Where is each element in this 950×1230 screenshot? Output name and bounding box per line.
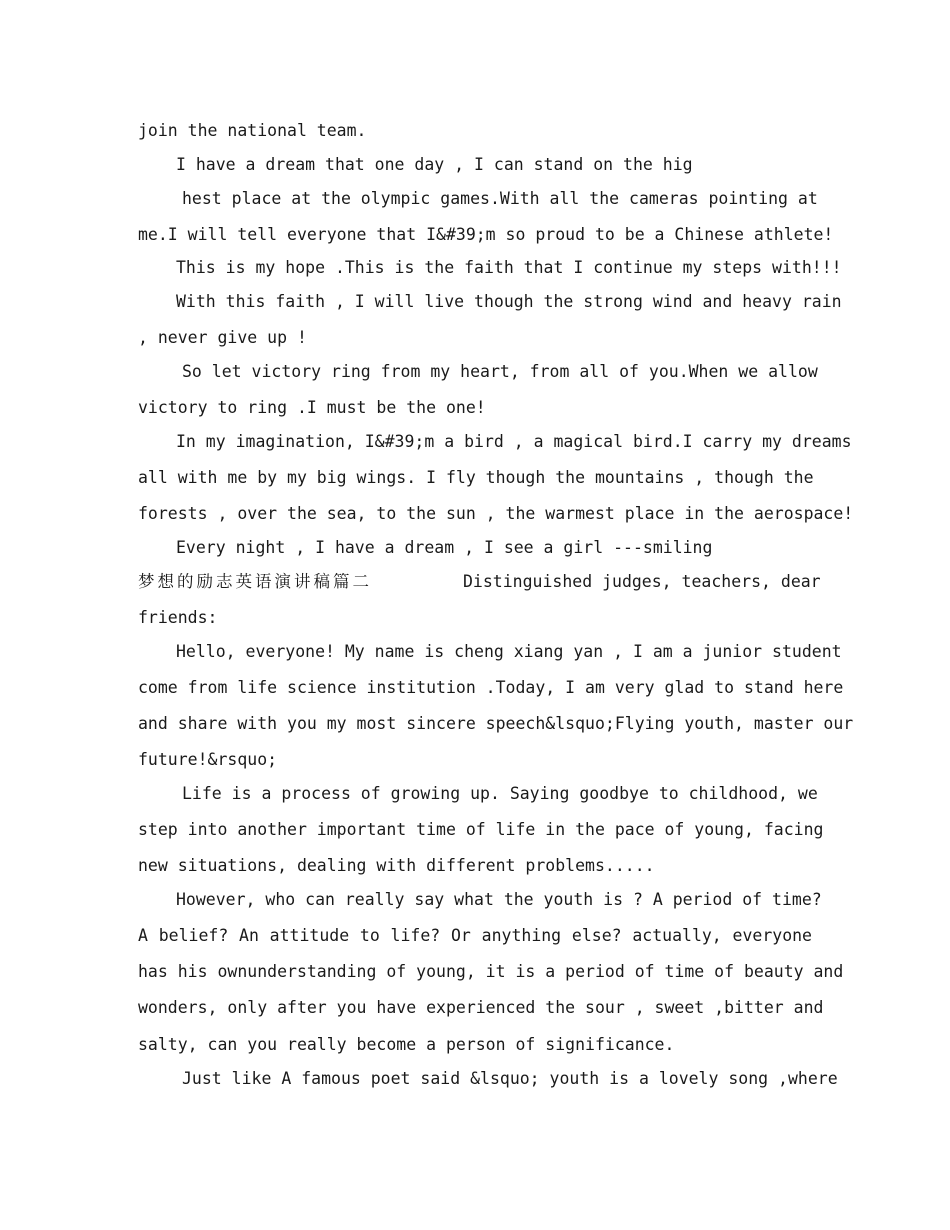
- text-line: , never give up !: [138, 328, 307, 347]
- text-line: Life is a process of growing up. Saying goodbye to childhood, we: [182, 784, 818, 803]
- text-line: come from life science institution .Today, I am very glad to stand here: [138, 678, 844, 697]
- text-line: I have a dream that one day , I can stand on the hig: [176, 155, 693, 174]
- text-line: future!&rsquo;: [138, 750, 278, 769]
- text-line: step into another important time of life in the pace of young, facing: [138, 820, 824, 839]
- text-line: forests , over the sea, to the sun , the warmest place in the aerospace!: [138, 504, 854, 523]
- text-line: new situations, dealing with different problems.....: [138, 856, 655, 875]
- section-heading-line: [138, 572, 821, 592]
- text-line: hest place at the olympic games.With all the cameras pointing at: [182, 189, 818, 208]
- text-line: Every night , I have a dream , I see a girl ---smiling: [176, 538, 713, 557]
- text-line: With this faith , I will live though the strong wind and heavy rain: [176, 292, 842, 311]
- text-line: Just like A famous poet said &lsquo; youth is a lovely song ,where: [182, 1069, 838, 1088]
- text-line: Hello, everyone! My name is cheng xiang yan , I am a junior student: [176, 642, 842, 661]
- text-line: So let victory ring from my heart, from all of you.When we allow: [182, 362, 818, 381]
- text-line: has his ownunderstanding of young, it is a period of time of beauty and: [138, 962, 844, 981]
- text-line: A belief? An attitude to life? Or anything else? actually, everyone: [138, 926, 812, 945]
- text-line: friends:: [138, 608, 218, 627]
- text-line: victory to ring .I must be the one!: [138, 398, 486, 417]
- text-line: and share with you my most sincere speech&lsquo;Flying youth, master our: [138, 714, 854, 733]
- text-line: salty, can you really become a person of significance.: [138, 1035, 675, 1054]
- text-line: This is my hope .This is the faith that I continue my steps with!!!: [176, 258, 842, 277]
- text-line: wonders, only after you have experienced the sour , sweet ,bitter and: [138, 998, 824, 1017]
- text-line: However, who can really say what the youth is ? A period of time?: [176, 890, 822, 909]
- text-line: all with me by my big wings. I fly though the mountains , though the: [138, 468, 814, 487]
- text-line: me.I will tell everyone that I&#39;m so proud to be a Chinese athlete!: [138, 225, 834, 244]
- section-heading-cn: 梦想的励志英语演讲稿篇二: [138, 572, 372, 591]
- text-line: Distinguished judges, teachers, dear: [463, 572, 821, 591]
- text-line: In my imagination, I&#39;m a bird , a magical bird.I carry my dreams: [176, 432, 852, 451]
- text-line: join the national team.: [138, 121, 367, 140]
